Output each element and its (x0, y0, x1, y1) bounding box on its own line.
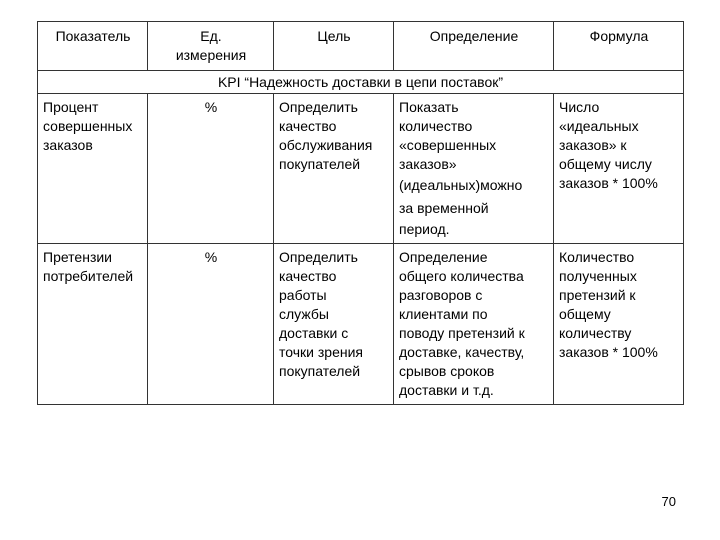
row-unit: % (148, 94, 274, 244)
header-formula: Формула (554, 22, 684, 71)
section-row (38, 71, 684, 94)
definition-line: период. (399, 221, 450, 237)
header-row (38, 22, 684, 71)
row-indicator: Претензии потребителей (38, 244, 148, 405)
definition-line: за временной (399, 200, 489, 216)
table-row (38, 94, 684, 244)
definition-line: количество (399, 118, 473, 134)
page-number: 70 (661, 494, 676, 509)
row-indicator: Процент совершенных заказов (38, 94, 148, 244)
definition-line: заказов» (399, 156, 457, 172)
definition-line: «совершенных (399, 137, 497, 153)
table-row (38, 244, 684, 405)
definition-line: (идеальных)можно (399, 177, 523, 193)
row-formula: Число «идеальных заказов» к общему числу заказов * 100% (554, 94, 684, 244)
header-indicator: Показатель (38, 22, 148, 71)
row-goal: Определить качество работы службы доставки с точки зрения покупателей (274, 244, 394, 405)
row-unit: % (148, 244, 274, 405)
section-title: KPI “Надежность доставки в цепи поставок” (38, 71, 684, 94)
definition-lines (399, 98, 549, 239)
definition-line: Показать (399, 99, 459, 115)
kpi-table (37, 21, 684, 405)
row-goal: Определить качество обслуживания покупателей (274, 94, 394, 244)
header-unit: Ед. измерения (148, 22, 274, 71)
row-formula: Количество полученных претензий к общему количеству заказов * 100% (554, 244, 684, 405)
header-definition: Определение (394, 22, 554, 71)
row-definition: Определение общего количества разговоров с клиентами по поводу претензий к доставке, качеству, срывов сроков доставки и т.д. (394, 244, 554, 405)
header-goal: Цель (274, 22, 394, 71)
row-definition (394, 94, 554, 244)
